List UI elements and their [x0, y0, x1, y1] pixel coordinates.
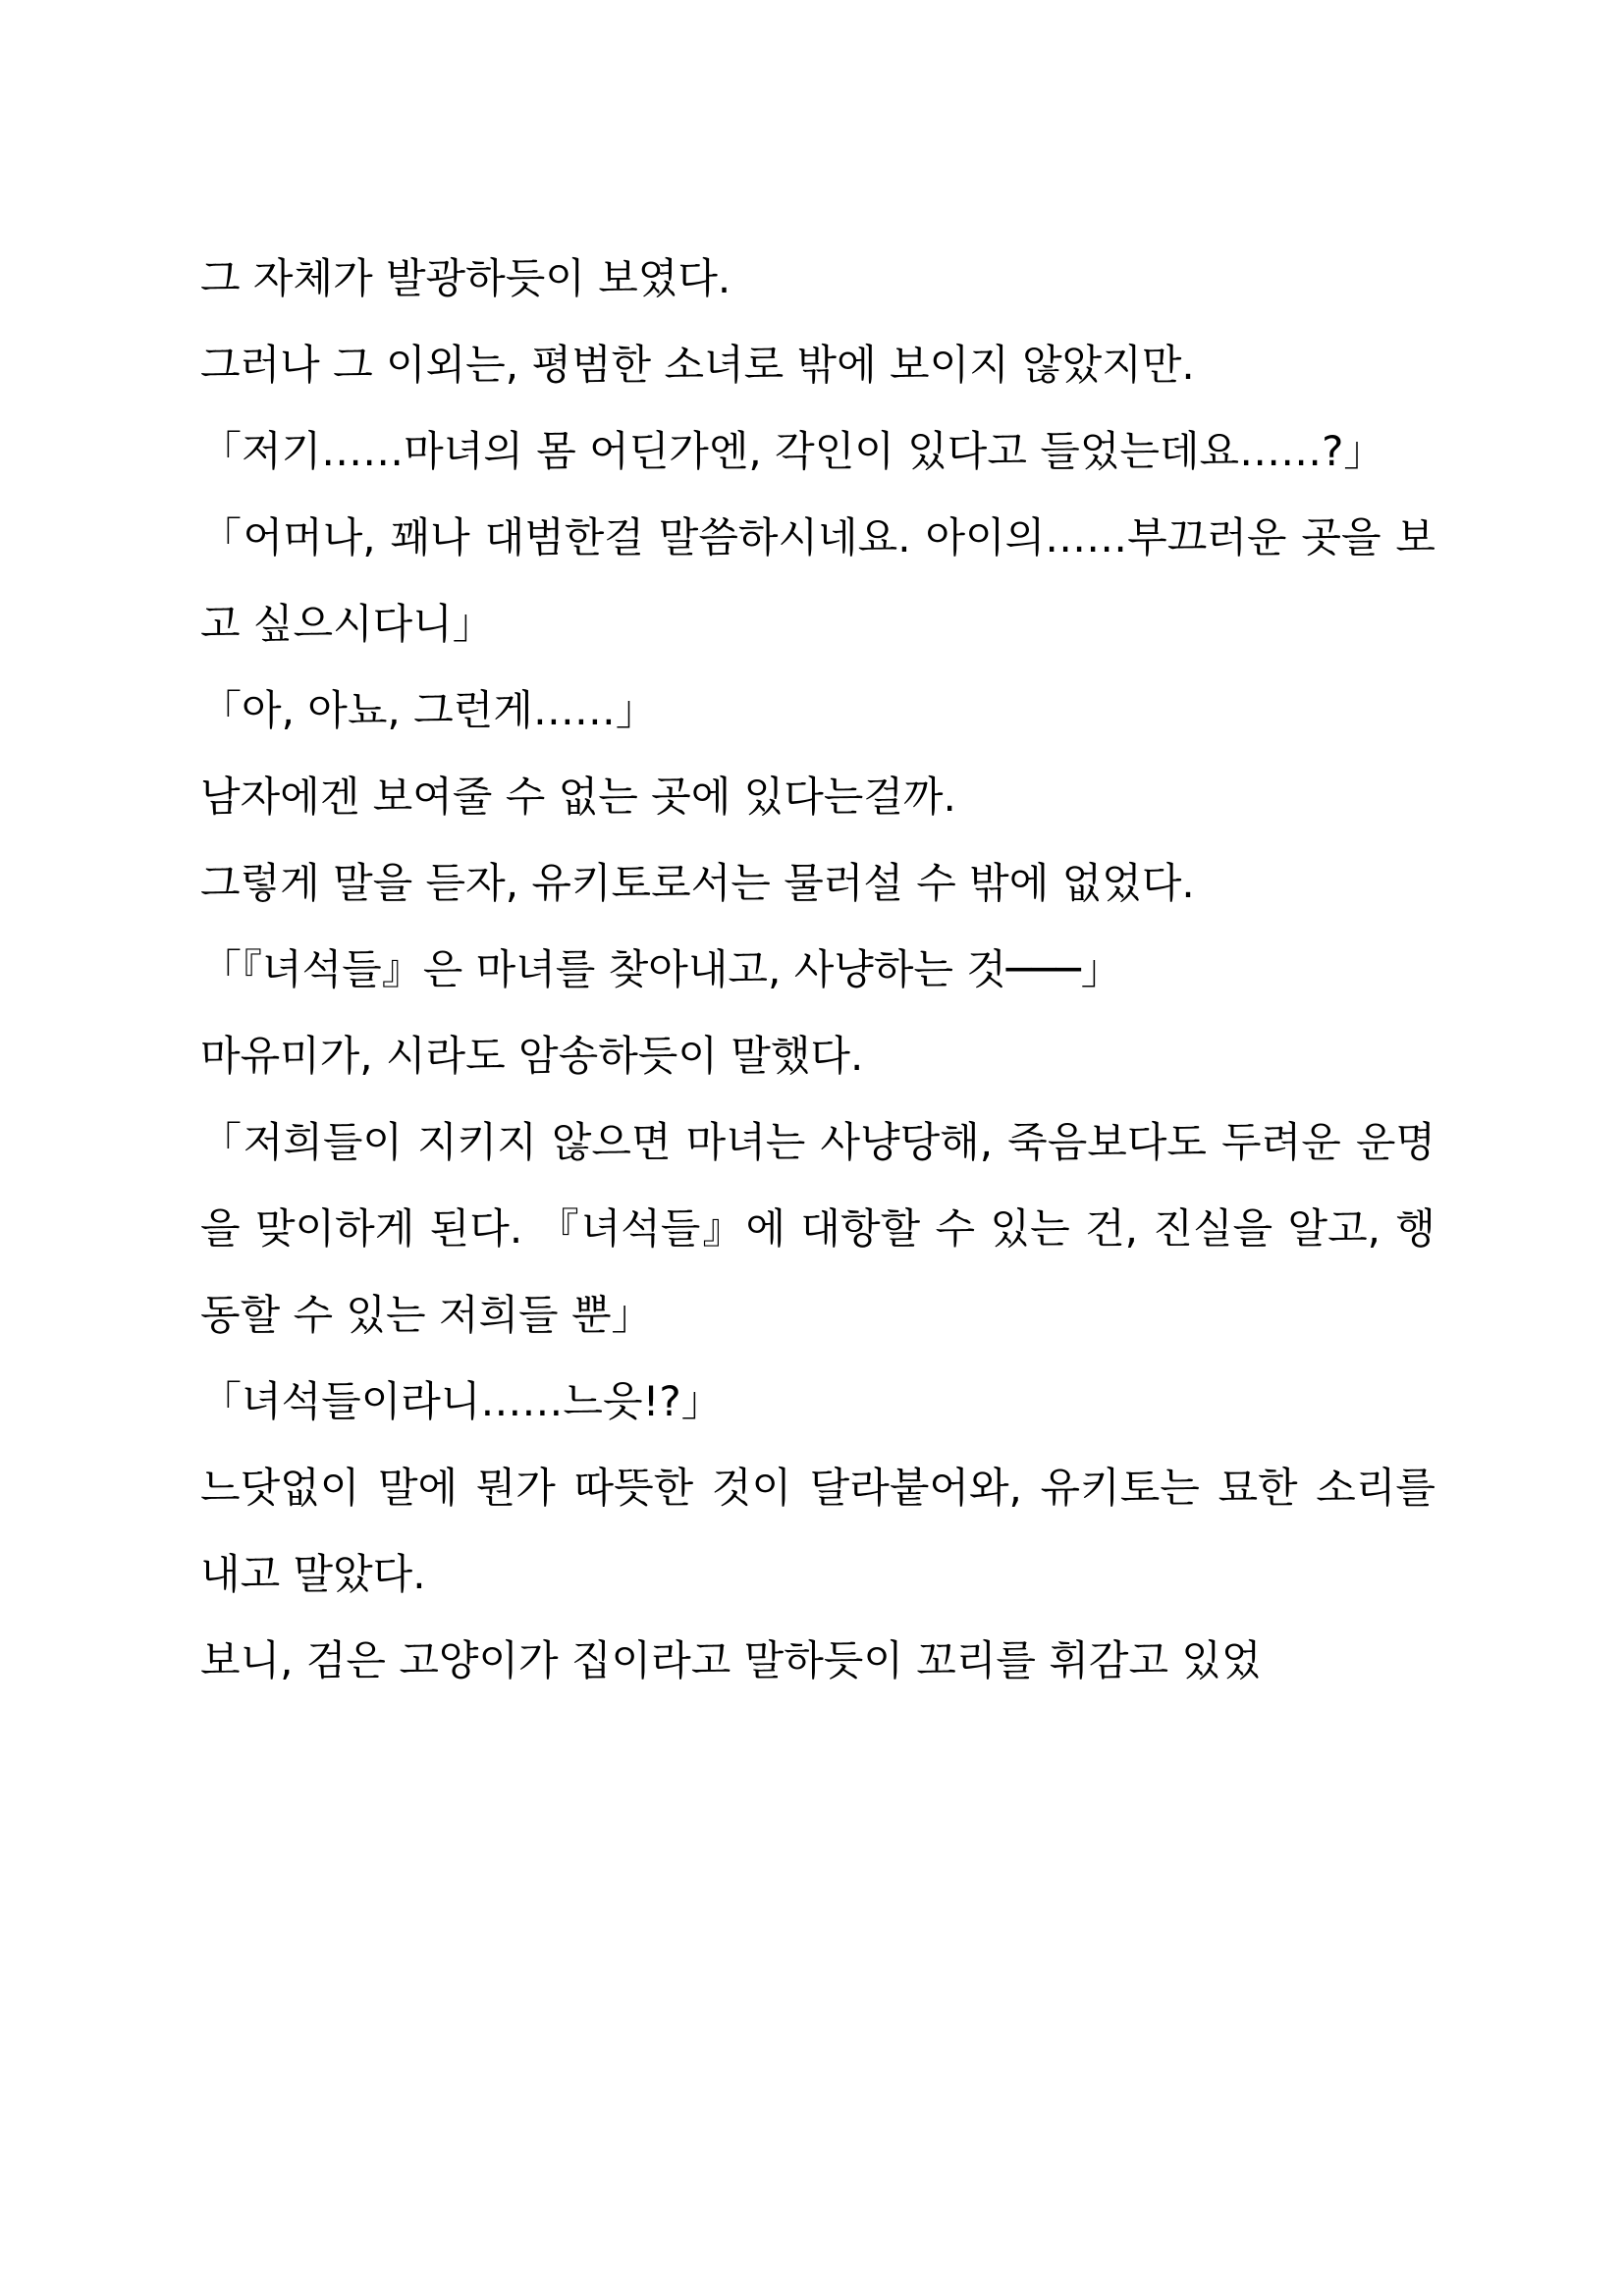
- paragraph: 보니, 검은 고양이가 집이라고 말하듯이 꼬리를 휘감고 있었: [200, 1636, 1262, 1684]
- paragraph: 「어머나, 꽤나 대범한걸 말씀하시네요. 아이의……부끄러운 곳을 보고 싶으시다니」: [200, 513, 1435, 648]
- paragraph: 그렇게 말을 듣자, 유키토로서는 물러설 수 밖에 없었다.: [200, 859, 1195, 907]
- paragraph: 「저기……마녀의 몸 어딘가엔, 각인이 있다고 들었는데요……?」: [200, 427, 1385, 475]
- paragraph: 느닷없이 말에 뭔가 따뜻한 것이 달라붙어와, 유키토는 묘한 소리를 내고 말았다.: [200, 1464, 1435, 1598]
- paragraph: 「『녀석들』은 마녀를 찾아내고, 사냥하는 것───」: [200, 945, 1122, 993]
- paragraph: 「저희들이 지키지 않으면 마녀는 사냥당해, 죽음보다도 두려운 운명을 맞이하게 된다. 『녀석들』에 대항할 수 있는 건, 진실을 알고, 행동할 수 있는 저희들 뿐」: [200, 1118, 1435, 1339]
- paragraph: 그 자체가 발광하듯이 보였다.: [200, 254, 731, 302]
- paragraph: 「아, 아뇨, 그런게……」: [200, 686, 657, 734]
- paragraph: 그러나 그 이외는, 평범한 소녀로 밖에 보이지 않았지만.: [200, 341, 1195, 389]
- body-text: [200, 236, 1435, 1704]
- paragraph: 「녀석들이라니……느읏!?」: [200, 1377, 723, 1425]
- paragraph: 남자에겐 보여줄 수 없는 곳에 있다는걸까.: [200, 773, 956, 821]
- paragraph: 마유미가, 시라도 암송하듯이 말했다.: [200, 1032, 864, 1080]
